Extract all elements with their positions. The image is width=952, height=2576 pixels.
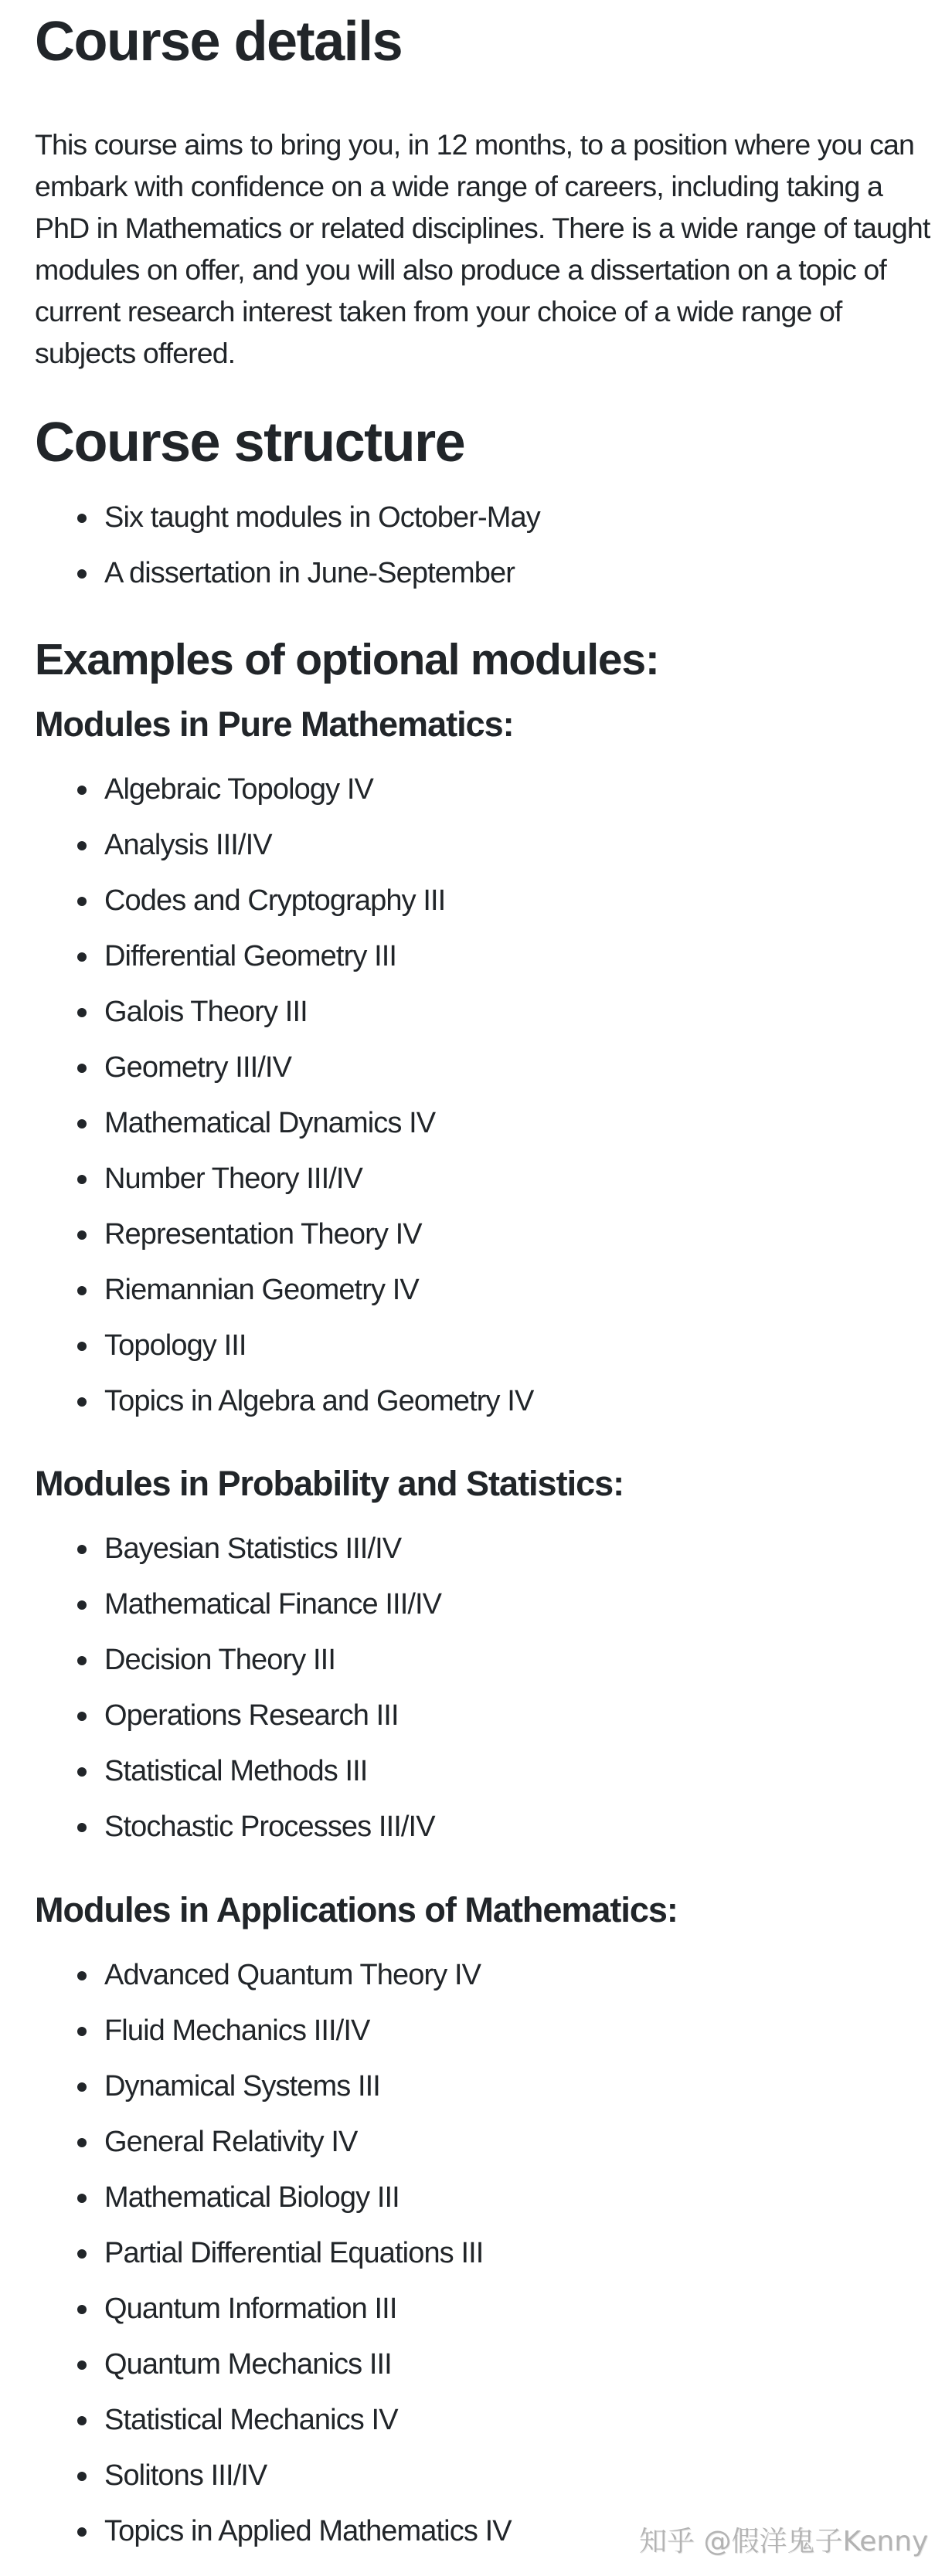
applications-list bbox=[0, 1947, 512, 2559]
list-item: Bayesian Statistics III/IV bbox=[0, 1521, 441, 1576]
bullet-icon bbox=[77, 2305, 87, 2314]
bullet-icon bbox=[77, 1008, 87, 1017]
bullet-icon bbox=[77, 1767, 87, 1777]
list-item: Fluid Mechanics III/IV bbox=[0, 2003, 512, 2058]
list-item: Stochastic Processes III/IV bbox=[0, 1799, 441, 1855]
applications-heading: Modules in Applications of Mathematics: bbox=[35, 1890, 678, 1929]
bullet-icon bbox=[77, 786, 87, 795]
list-item: Partial Differential Equations III bbox=[0, 2225, 512, 2281]
list-item: Statistical Methods III bbox=[0, 1743, 441, 1799]
bullet-icon bbox=[77, 1656, 87, 1665]
list-item: Galois Theory III bbox=[0, 984, 533, 1040]
list-item: Differential Geometry III bbox=[0, 928, 533, 984]
list-item: Codes and Cryptography III bbox=[0, 873, 533, 928]
list-item: Number Theory III/IV bbox=[0, 1151, 533, 1207]
bullet-icon bbox=[77, 1397, 87, 1407]
bullet-icon bbox=[77, 1230, 87, 1240]
zhihu-watermark: 知乎 @假洋鬼子Kenny bbox=[639, 2526, 929, 2557]
list-item: Advanced Quantum Theory IV bbox=[0, 1947, 512, 2003]
list-item: Riemannian Geometry IV bbox=[0, 1262, 533, 1318]
list-item: Algebraic Topology IV bbox=[0, 762, 533, 817]
course-structure-heading: Course structure bbox=[35, 412, 465, 473]
list-item: Solitons III/IV bbox=[0, 2448, 512, 2503]
list-item: Mathematical Dynamics IV bbox=[0, 1095, 533, 1151]
course-description-paragraph: This course aims to bring you, in 12 months, to a position where you can embark with confidence on a wide range of careers, including taking a PhD in Mathematics or related disciplines. There is a wide range of taught modules on offer, and you will also produce a dissertation on a topic of current research interest taken from your choice of a wide range of subjects offered. bbox=[35, 128, 930, 369]
optional-modules-heading: Examples of optional modules: bbox=[35, 635, 659, 684]
list-item: Representation Theory IV bbox=[0, 1207, 533, 1262]
bullet-icon bbox=[77, 2249, 87, 2259]
list-item: Topology III bbox=[0, 1318, 533, 1373]
list-item: Mathematical Finance III/IV bbox=[0, 1576, 441, 1632]
bullet-icon bbox=[77, 897, 87, 906]
list-item: Decision Theory III bbox=[0, 1632, 441, 1688]
bullet-icon bbox=[77, 1342, 87, 1351]
bullet-icon bbox=[77, 1971, 87, 1980]
pure-mathematics-heading: Modules in Pure Mathematics: bbox=[35, 704, 514, 744]
bullet-icon bbox=[77, 841, 87, 850]
bullet-icon bbox=[77, 2194, 87, 2203]
list-item: Topics in Algebra and Geometry IV bbox=[0, 1373, 533, 1429]
bullet-icon bbox=[77, 2138, 87, 2147]
course-details-heading: Course details bbox=[35, 11, 403, 73]
bullet-icon bbox=[77, 2360, 87, 2370]
bullet-icon bbox=[77, 569, 87, 579]
list-item: Quantum Information III bbox=[0, 2281, 512, 2337]
bullet-icon bbox=[77, 1119, 87, 1128]
bullet-icon bbox=[77, 2472, 87, 2481]
list-item: Analysis III/IV bbox=[0, 817, 533, 873]
course-structure-list bbox=[0, 490, 540, 601]
bullet-icon bbox=[77, 1600, 87, 1610]
list-item: Dynamical Systems III bbox=[0, 2058, 512, 2114]
list-item: General Relativity IV bbox=[0, 2114, 512, 2170]
bullet-icon bbox=[77, 1286, 87, 1295]
list-item: Geometry III/IV bbox=[0, 1040, 533, 1095]
list-item: Topics in Applied Mathematics IV bbox=[0, 2503, 512, 2559]
bullet-icon bbox=[77, 2527, 87, 2537]
probability-statistics-list bbox=[0, 1521, 441, 1855]
bullet-icon bbox=[77, 2416, 87, 2425]
bullet-icon bbox=[77, 1545, 87, 1554]
bullet-icon bbox=[77, 1823, 87, 1832]
bullet-icon bbox=[77, 2027, 87, 2036]
list-item: Quantum Mechanics III bbox=[0, 2337, 512, 2392]
pure-mathematics-list bbox=[0, 762, 533, 1429]
list-item: A dissertation in June-September bbox=[0, 545, 540, 601]
bullet-icon bbox=[77, 1712, 87, 1721]
probability-statistics-heading: Modules in Probability and Statistics: bbox=[35, 1464, 624, 1503]
list-item: Statistical Mechanics IV bbox=[0, 2392, 512, 2448]
list-item: Six taught modules in October-May bbox=[0, 490, 540, 545]
list-item: Operations Research III bbox=[0, 1688, 441, 1743]
bullet-icon bbox=[77, 514, 87, 523]
bullet-icon bbox=[77, 1175, 87, 1184]
list-item: Mathematical Biology III bbox=[0, 2170, 512, 2225]
bullet-icon bbox=[77, 2082, 87, 2092]
bullet-icon bbox=[77, 1064, 87, 1073]
bullet-icon bbox=[77, 952, 87, 962]
